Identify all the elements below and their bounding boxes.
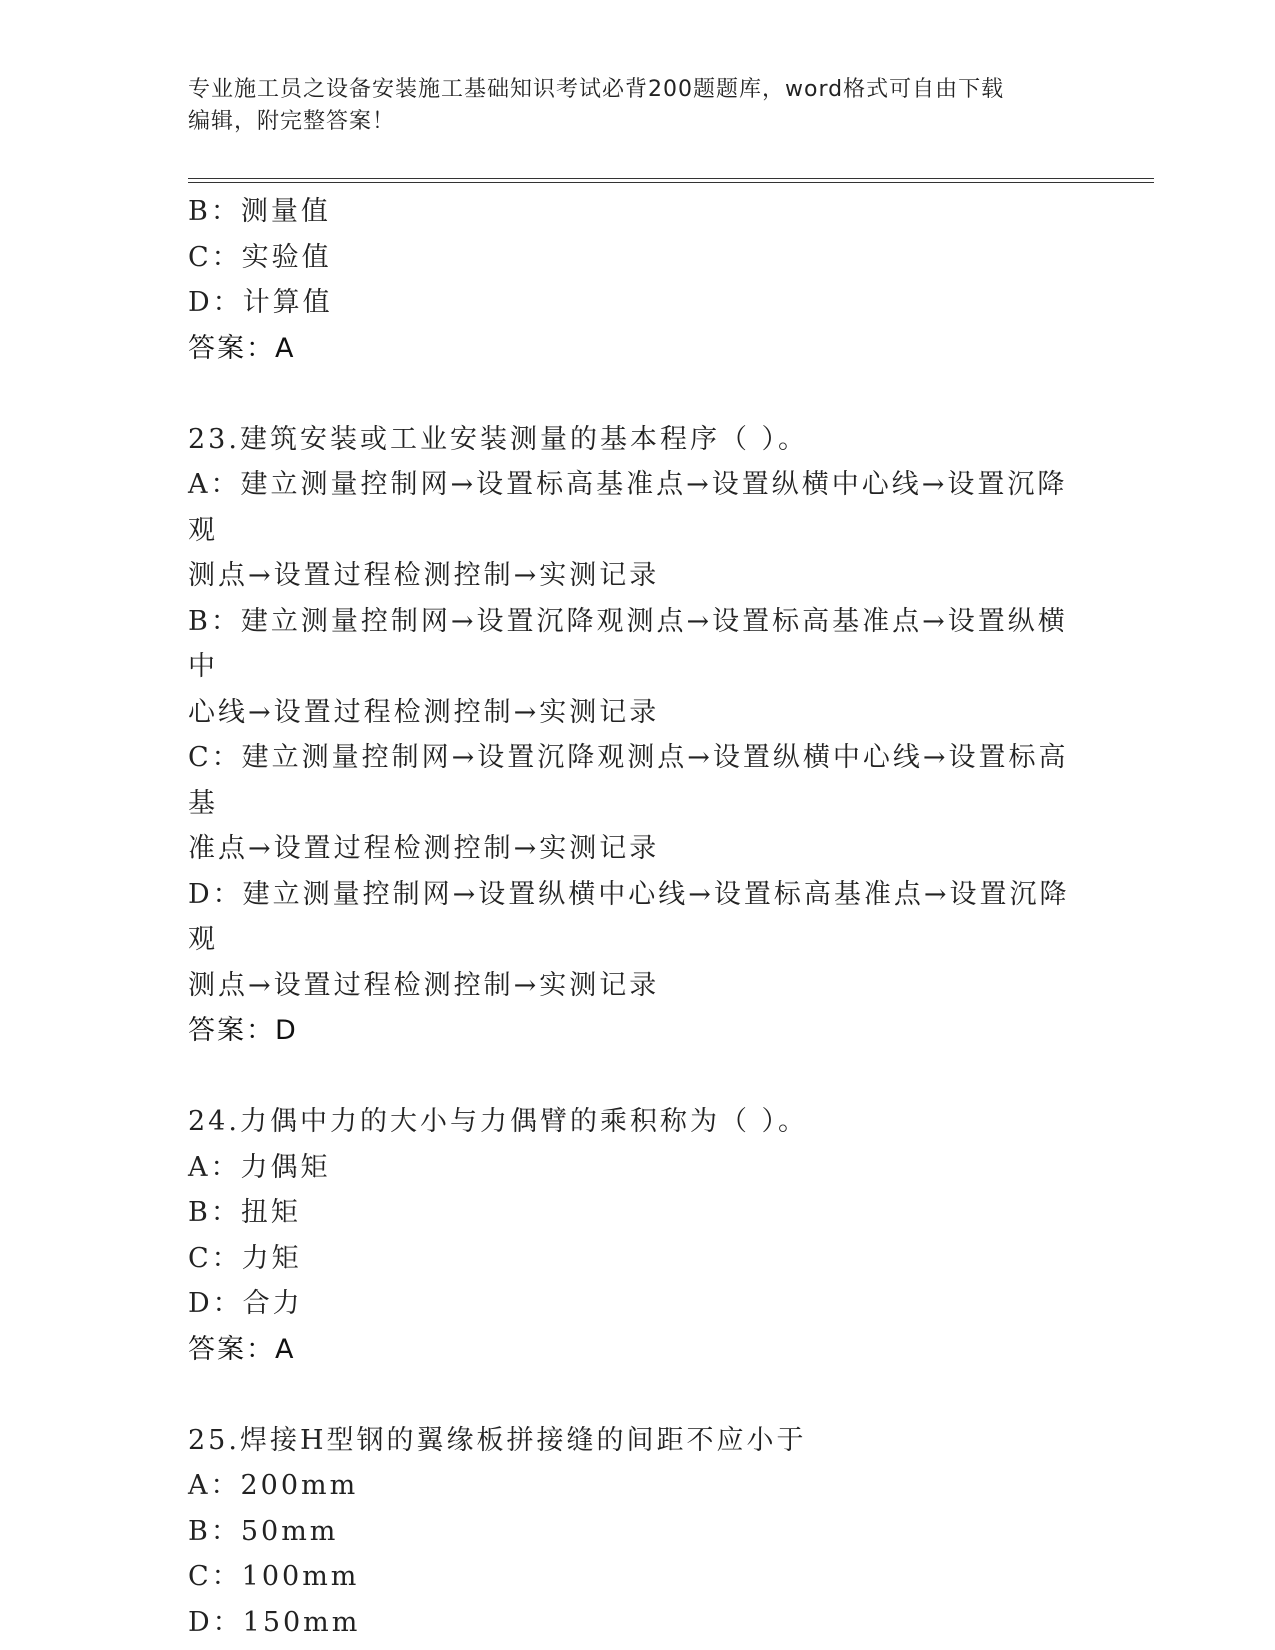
question-stem: 23.建筑安装或工业安装测量的基本程序（ ）。 [188, 423, 809, 455]
header-title-line-2: 编辑，附完整答案！ [188, 109, 396, 134]
option-a: A：力偶矩 [188, 1151, 331, 1183]
question-22-continuation [188, 189, 1088, 371]
spacer [188, 1054, 1088, 1100]
option-a: A：200mm [188, 1470, 359, 1501]
option-d: D：合力 [188, 1288, 303, 1319]
option-a-line-1: A：建立测量控制网→设置标高基准点→设置纵横中心线→设置沉降观 [188, 469, 1068, 546]
option-b: B：测量值 [188, 196, 331, 227]
question-stem: 24.力偶中力的大小与力偶臂的乘积称为（ ）。 [188, 1106, 809, 1137]
option-b: B：扭矩 [188, 1197, 301, 1228]
spacer [188, 1372, 1088, 1418]
header-divider-top [188, 178, 1154, 179]
answer-line: 答案：A [188, 332, 296, 364]
option-a-line-2: 测点→设置过程检测控制→实测记录 [188, 560, 660, 591]
option-b-line-1: B：建立测量控制网→设置沉降观测点→设置标高基准点→设置纵横中 [188, 605, 1068, 682]
option-c: C：100mm [188, 1561, 360, 1592]
question-list [188, 189, 1088, 1645]
option-d-line-1: D：建立测量控制网→设置纵横中心线→设置标高基准点→设置沉降观 [188, 878, 1070, 955]
option-c-line-1: C：建立测量控制网→设置沉降观测点→设置纵横中心线→设置标高基 [188, 742, 1069, 819]
option-d: D：计算值 [188, 287, 333, 318]
option-b: B：50mm [188, 1515, 339, 1547]
option-c: C：实验值 [188, 241, 332, 273]
header-title-line-1: 专业施工员之设备安装施工基础知识考试必背200题题库，word格式可自由下载 [188, 77, 1005, 102]
option-d-line-2: 测点→设置过程检测控制→实测记录 [188, 969, 660, 1001]
question-25 [188, 1418, 1088, 1646]
question-stem: 25.焊接H型钢的翼缘板拼接缝的间距不应小于 [188, 1424, 807, 1456]
question-23 [188, 417, 1088, 1054]
option-c: C：力矩 [188, 1242, 302, 1274]
header-divider-bottom [188, 182, 1154, 183]
question-24 [188, 1099, 1088, 1372]
option-b-line-2: 心线→设置过程检测控制→实测记录 [188, 696, 660, 728]
answer-line: 答案：D [188, 1015, 298, 1046]
answer-line: 答案：A [188, 1333, 296, 1365]
spacer [188, 371, 1088, 417]
document-header [188, 74, 1088, 138]
option-d: D：150mm [188, 1606, 361, 1638]
option-c-line-2: 准点→设置过程检测控制→实测记录 [188, 833, 660, 864]
